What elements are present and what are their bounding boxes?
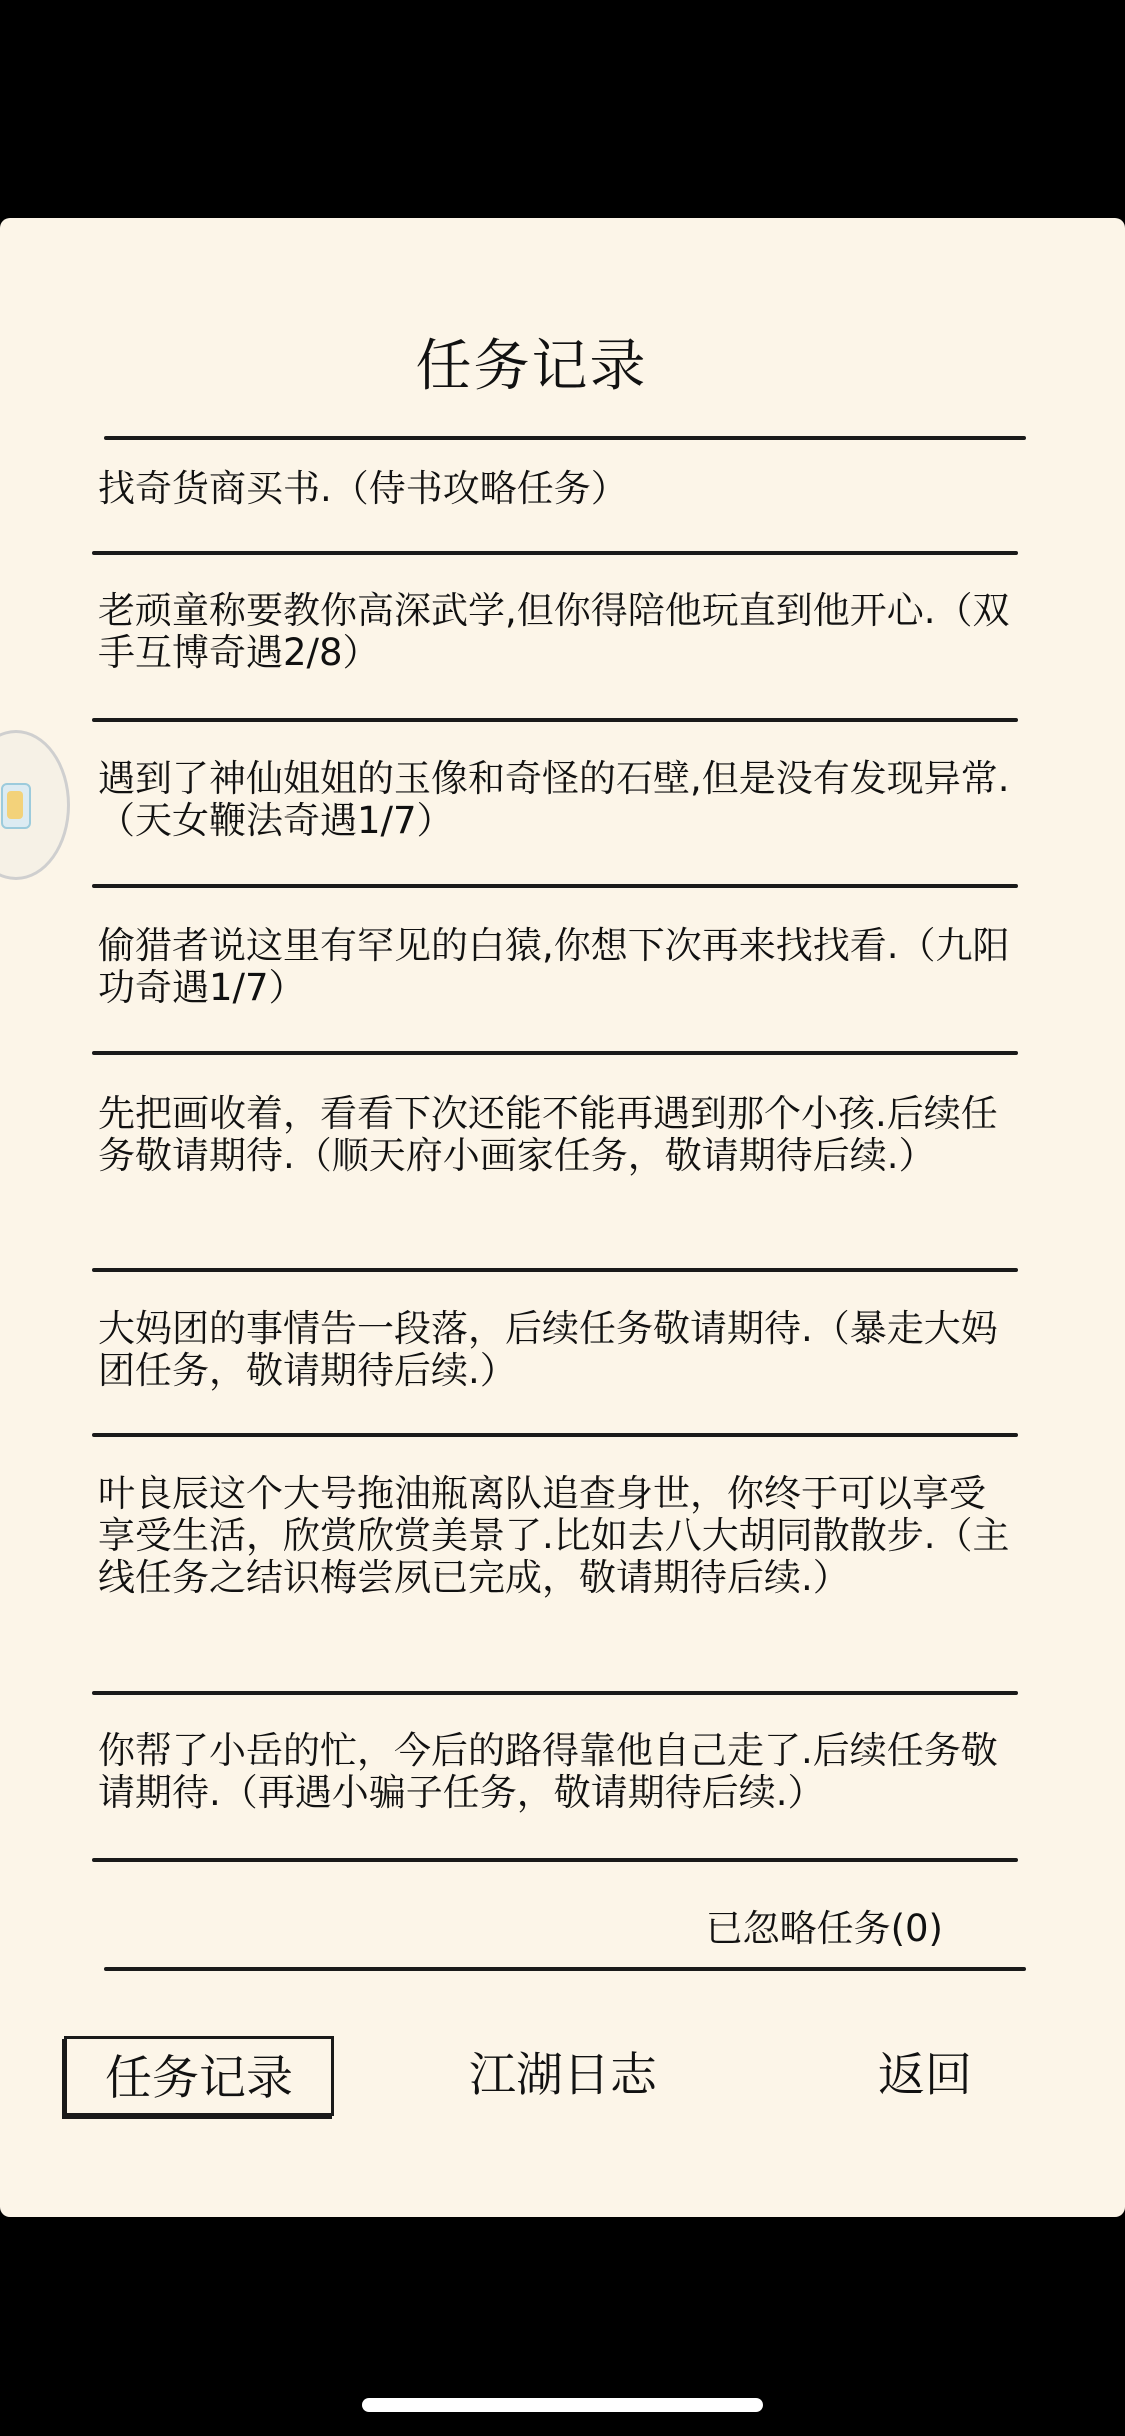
divider xyxy=(92,1691,1018,1695)
assist-icon-core xyxy=(7,791,23,819)
divider xyxy=(92,551,1018,555)
quest-entry[interactable]: 先把画收着，看看下次还能不能再遇到那个小孩.后续任务敬请期待.（顺天府小画家任务，敬请期待后续.） xyxy=(98,1092,998,1177)
divider xyxy=(104,436,1026,440)
back-button[interactable]: 返回 xyxy=(878,2048,972,2103)
divider xyxy=(92,884,1018,888)
quest-entry[interactable]: 你帮了小岳的忙，今后的路得靠他自己走了.后续任务敬请期待.（再遇小骗子任务，敬请期待后续.） xyxy=(98,1729,998,1814)
quest-entry[interactable]: 找奇货商买书.（侍书攻略任务） xyxy=(98,467,628,510)
quest-entry[interactable]: 大妈团的事情告一段落，后续任务敬请期待.（暴走大妈团任务，敬请期待后续.） xyxy=(98,1307,998,1392)
ignored-quests-link[interactable]: 已忽略任务(0) xyxy=(705,1907,943,1950)
divider xyxy=(104,1967,1026,1971)
home-indicator[interactable] xyxy=(362,2398,763,2412)
quest-entry[interactable]: 偷猎者说这里有罕见的白猿,你想下次再来找找看.（九阳功奇遇1/7） xyxy=(98,924,1010,1009)
divider xyxy=(92,1433,1018,1437)
divider xyxy=(92,718,1018,722)
divider xyxy=(92,1268,1018,1272)
tab-quest-log[interactable]: 任务记录 xyxy=(64,2036,334,2116)
tab-jianghu-journal[interactable]: 江湖日志 xyxy=(469,2048,657,2103)
floating-assist-icon[interactable] xyxy=(0,730,70,880)
quest-log-panel xyxy=(0,218,1125,2217)
divider xyxy=(92,1051,1018,1055)
divider xyxy=(92,1858,1018,1862)
quest-entry[interactable]: 叶良辰这个大号拖油瓶离队追查身世，你终于可以享受享受生活，欣赏欣赏美景了.比如去八大胡同散散步.（主线任务之结识梅尝夙已完成，敬请期待后续.） xyxy=(98,1472,1010,1599)
page-title: 任务记录 xyxy=(415,334,648,399)
quest-entry[interactable]: 老顽童称要教你高深武学,但你得陪他玩直到他开心.（双手互博奇遇2/8） xyxy=(98,589,1010,674)
quest-entry[interactable]: 遇到了神仙姐姐的玉像和奇怪的石壁,但是没有发现异常.（天女鞭法奇遇1/7） xyxy=(98,757,1010,842)
